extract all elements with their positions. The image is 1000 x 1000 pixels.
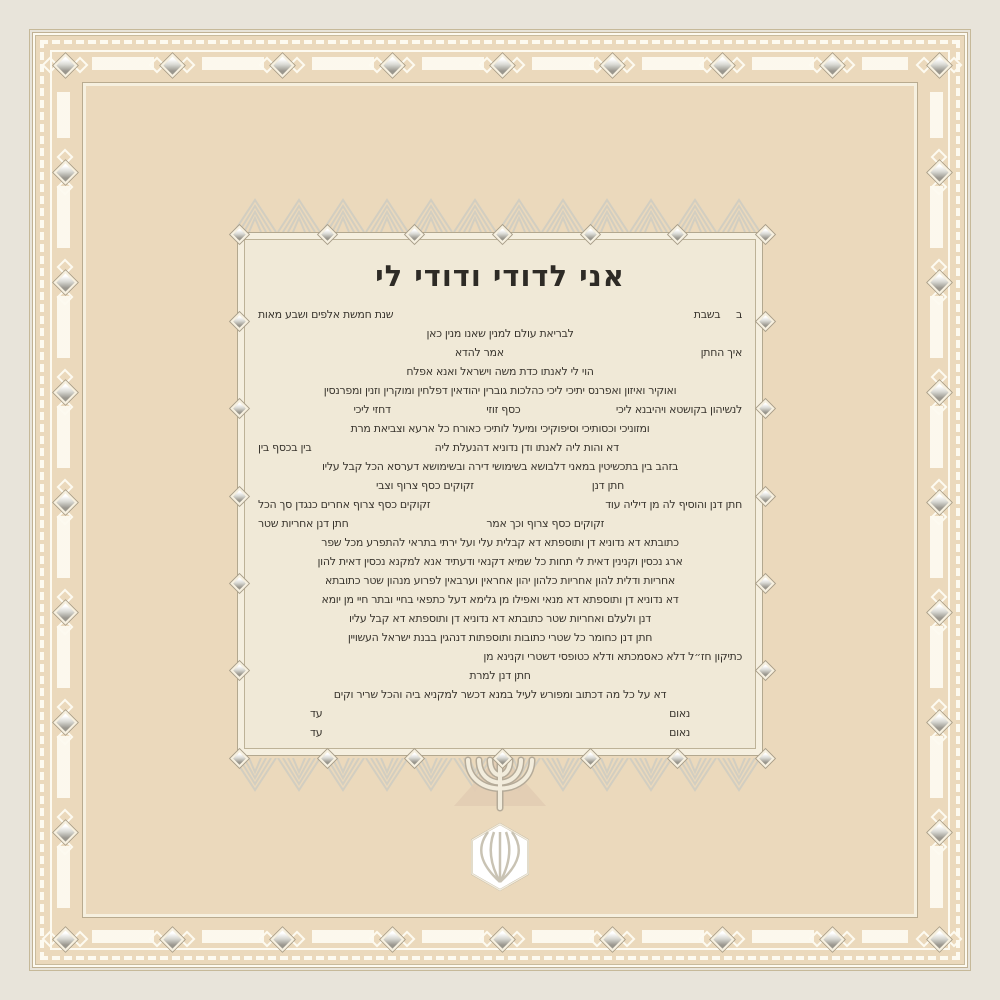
- text-segment: דא על כל מה דכתוב ומפורש לעיל במנא דכשר למקניא ביה והכל שריר וקים: [333, 688, 667, 701]
- text-segment: דחזי ליכי: [353, 403, 391, 416]
- text-segment: בזהב בין בתכשיטין במאני דלבושא בשימושי דירה ובשימושא דערסא הכל קבל עליו: [321, 460, 679, 473]
- ketubah-text-line: [258, 533, 742, 552]
- ketubah-text-line: [258, 685, 742, 704]
- ketubah-text-line: [258, 590, 742, 609]
- text-segment: לנשיהון בקושטא ויהיבנא ליכי: [615, 403, 742, 416]
- ketubah-text-line: [258, 419, 742, 438]
- ketubah-text-line: [258, 438, 742, 457]
- ketubah-text-line: [258, 552, 742, 571]
- ketubah-text-line: [258, 305, 742, 324]
- text-segment: כתובתא דא נדוניא דן ותוספתא דא קבלית עלי ועל ירתי בתראי להתפרע מכל שפר: [321, 536, 679, 549]
- text-segment: ב בשבת: [693, 308, 742, 321]
- text-segment: חתן דנן אחריות שטר: [258, 517, 349, 530]
- text-segment: נאום: [669, 726, 690, 739]
- text-segment: שנת חמשת אלפים ושבע מאות: [258, 308, 394, 321]
- text-segment: דא נדוניא דן ותוספתא דא מנאי ואפילו מן גלימא דעל כתפאי בחיי ובתר חיי מן יומא: [321, 593, 679, 606]
- ketubah-text-line: [258, 495, 742, 514]
- text-segment: איך החתן: [700, 346, 742, 359]
- ketubah-text-line: [258, 324, 742, 343]
- ketubah-text-line: [258, 381, 742, 400]
- ketubah-title: אני לדודי ודודי לי: [375, 259, 625, 293]
- text-segment: חתן דנן והוסיף לה מן דיליה עוד: [605, 498, 742, 511]
- text-segment: בין בכסף בין: [258, 441, 312, 454]
- text-segment: זקוקים כסף צרוף אחרים כנגדן סך הכל: [258, 498, 431, 511]
- text-segment: זקוקים כסף צרוף וצבי: [376, 479, 474, 492]
- ketubah-text-line: [258, 609, 742, 628]
- ketubah-text-line: [258, 343, 742, 362]
- text-segment: חתן דנן כחומר כל שטרי כתובות ותוספתות דנהגין בבנת ישראל העשויין: [347, 631, 653, 644]
- ketubah-text-line: [258, 400, 742, 419]
- ketubah-text-line: [258, 666, 742, 685]
- menorah-icon: [452, 752, 548, 922]
- ketubah-text-line: [258, 647, 742, 666]
- ketubah-text-line: [258, 723, 742, 742]
- ketubah-text-lines: [258, 305, 742, 742]
- text-segment: עד: [310, 726, 323, 739]
- ketubah-text-line: [258, 704, 742, 723]
- ketubah-text-line: [258, 457, 742, 476]
- text-segment: כתיקון חז״ל דלא כאסמכתא ודלא כטופסי דשטרי וקנינא מן: [483, 650, 742, 663]
- text-segment: חתן דנן למרת: [469, 669, 531, 682]
- text-segment: עד: [310, 707, 323, 720]
- text-segment: ואוקיר ואיזון ואפרנס יתיכי ליכי כהלכות גוברין יהודאין דפלחין ומוקרין וזנין ומפרנסין: [323, 384, 677, 397]
- ketubah-text-line: [258, 571, 742, 590]
- text-segment: חתן דנן: [591, 479, 624, 492]
- ketubah-text-line: [258, 514, 742, 533]
- text-segment: דנן ולעלם ואחריות שטר כתובתא דא נדוניא דן ותוספתא דא קבל עליו: [349, 612, 651, 625]
- ketubah-text-line: [258, 628, 742, 647]
- text-segment: הוי לי לאנתו כדת משה וישראל ואנא אפלח: [406, 365, 594, 378]
- text-segment: כסף זוזי: [486, 403, 521, 416]
- text-segment: נאום: [669, 707, 690, 720]
- ketubah-text-line: [258, 476, 742, 495]
- ketubah-text-line: [258, 362, 742, 381]
- text-segment: דא והות ליה לאנתו ודן נדוניא דהנעלת ליה: [434, 441, 619, 454]
- text-segment: אמר להדא: [454, 346, 504, 359]
- text-panel: [237, 232, 763, 756]
- text-segment: אחריות ודלית להון אחריות כלהון יהון אחראין וערבאין לפרוע מנהון שטר כתובתא: [325, 574, 675, 587]
- text-segment: ארג נכסין וקנינין דאית לי תחות כל שמיא דקנאי ודעתיד אנא למקנא נכסין דאית להון: [317, 555, 683, 568]
- text-segment: לבריאת עולם למנין שאנו מנין כאן: [426, 327, 574, 340]
- text-segment: ומזוניכי וכסותיכי וסיפוקיכי ומיעל לותיכי כאורח כל ארעא וצביאת מרת: [350, 422, 650, 435]
- text-segment: זקוקים כסף צרוף וכך אמר: [486, 517, 605, 530]
